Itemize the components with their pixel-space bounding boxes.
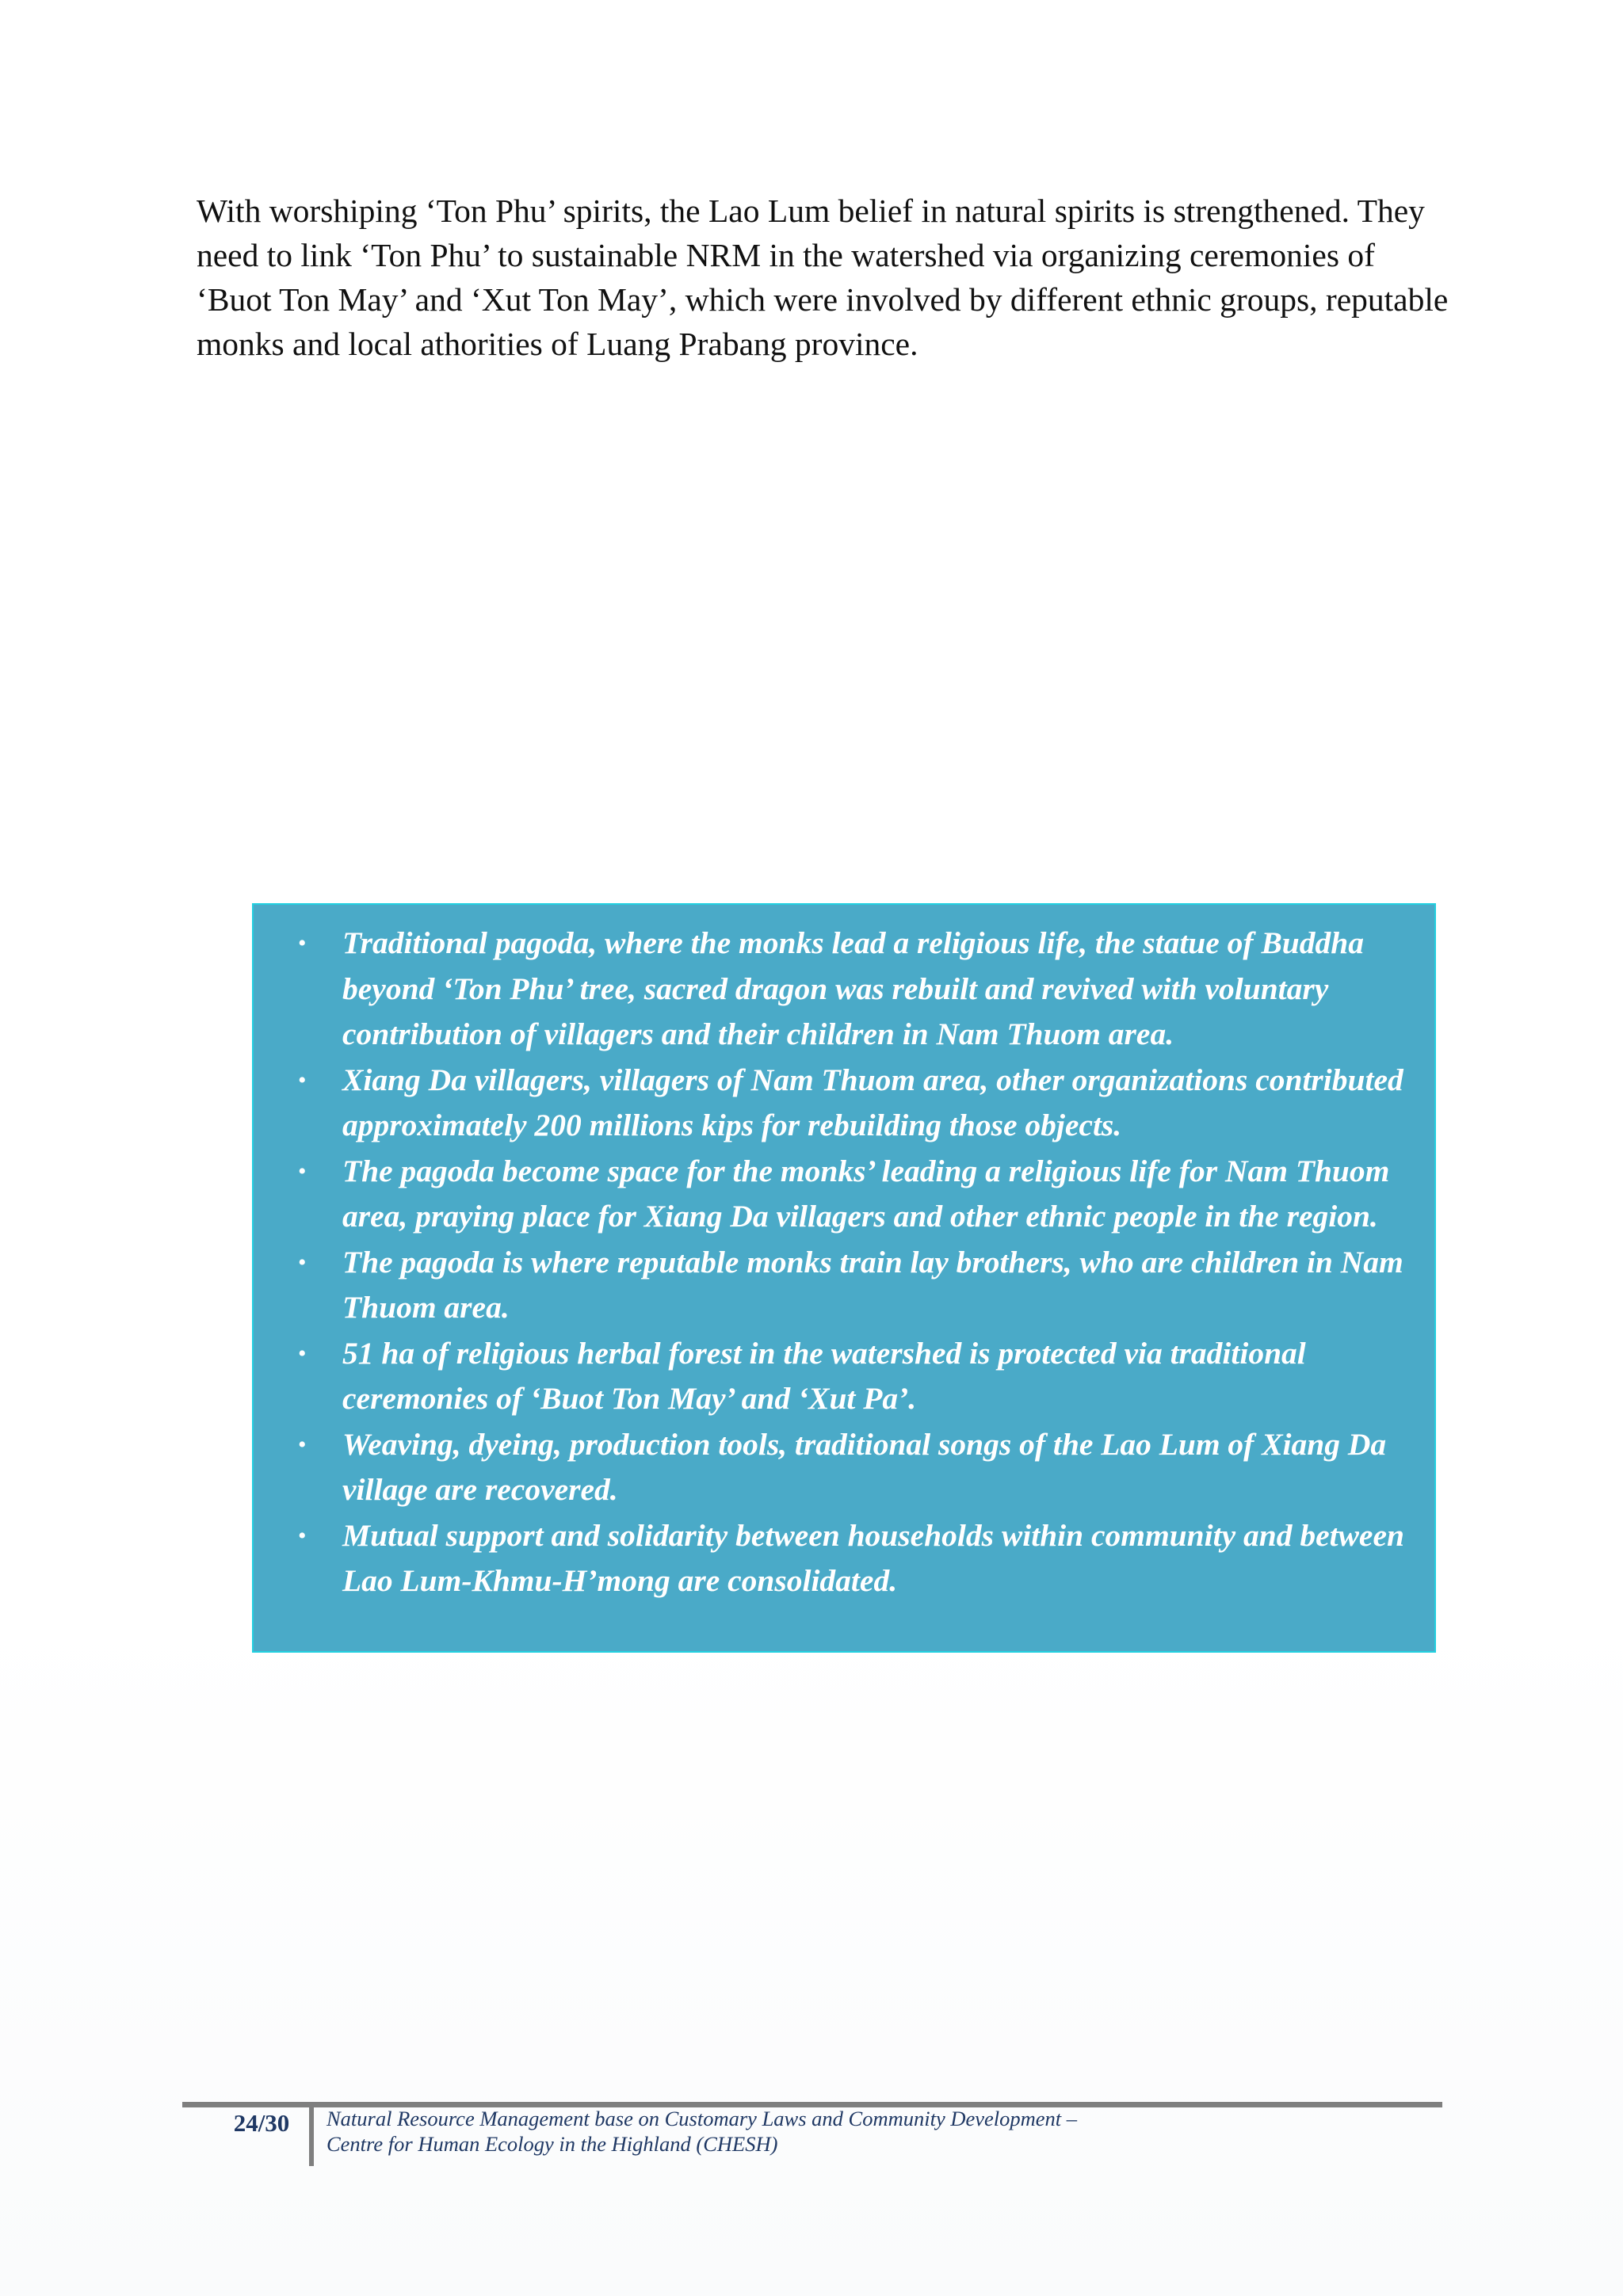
list-item-text: Mutual support and solidarity between households within community and between Lao Lum-Khmu-H’mong are consolidated. [342, 1517, 1404, 1598]
highlight-list [276, 921, 1415, 1604]
bullet-icon: • [298, 1522, 307, 1549]
list-item-text: Xiang Da villagers, villagers of Nam Thuom area, other organizations contributed approximately 200 millions kips for rebuilding those objects. [342, 1062, 1403, 1142]
bullet-icon: • [298, 930, 307, 956]
footer-line-2: Centre for Human Ecology in the Highland (CHESH) [327, 2132, 778, 2156]
intro-paragraph: With worshiping ‘Ton Phu’ spirits, the Lao Lum belief in natural spirits is strengthened. They need to link ‘Ton Phu’ to sustainable NRM in the watershed via organizing ceremonies of ‘Buot Ton May’ and ‘Xut Ton May’, which were involved by different ethnic groups, reputable monks and local athorities of Luang Prabang province. [197, 193, 1449, 362]
list-item [276, 1331, 1415, 1422]
bullet-icon: • [298, 1066, 307, 1093]
list-item [276, 1422, 1415, 1513]
bullet-icon: • [298, 1249, 307, 1276]
list-item [276, 1240, 1415, 1331]
list-item-text: Traditional pagoda, where the monks lead a religious life, the statue of Buddha beyond ‘Ton Phu’ tree, sacred dragon was rebuilt and revived with voluntary contribution of villagers and their children in Nam Thuom area. [342, 925, 1364, 1051]
list-item-text: The pagoda become space for the monks’ leading a religious life for Nam Thuom area, praying place for Xiang Da villagers and other ethnic people in the region. [342, 1153, 1390, 1234]
list-item [276, 1513, 1415, 1604]
list-item-text: The pagoda is where reputable monks train lay brothers, who are children in Nam Thuom area. [342, 1244, 1403, 1325]
bullet-icon: • [298, 1158, 307, 1184]
highlight-box [252, 903, 1436, 1653]
list-item [276, 921, 1415, 1058]
list-item-text: Weaving, dyeing, production tools, traditional songs of the Lao Lum of Xiang Da village are recovered. [342, 1426, 1387, 1507]
list-item [276, 1149, 1415, 1240]
bullet-icon: • [298, 1340, 307, 1367]
list-item [276, 1058, 1415, 1149]
bullet-icon: • [298, 1431, 307, 1458]
list-item-text: 51 ha of religious herbal forest in the watershed is protected via traditional ceremonies of ‘Buot Ton May’ and ‘Xut Pa’. [342, 1335, 1306, 1416]
footer-line-1: Natural Resource Management base on Customary Laws and Community Development – [327, 2107, 1078, 2130]
footer-divider [309, 2107, 314, 2166]
footer-caption [327, 2106, 1357, 2157]
page-number: 24/30 [233, 2109, 290, 2137]
